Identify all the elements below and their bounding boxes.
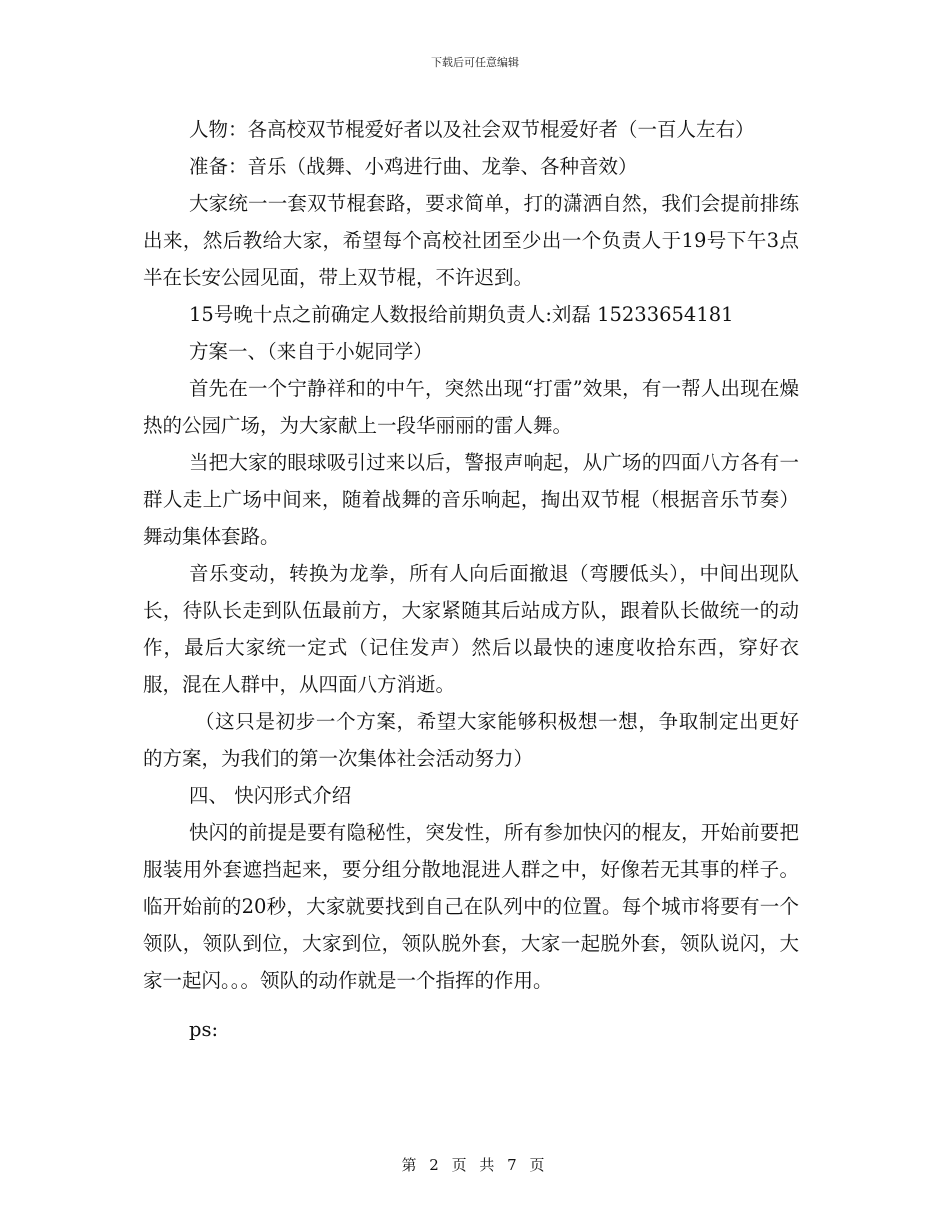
paragraph-ps: ps: xyxy=(189,1018,219,1041)
paragraph-routine: 大家统一一套双节棍套路，要求简单，打的潇洒自然，我们会提前排练出来，然后教给大家，希望每个高校社团至少出一个负责人于19号下午3点半在长安公园见面，带上双节棍，不许迟到。 xyxy=(143,192,799,289)
paragraph-plan-note: （这只是初步一个方案，希望大家能够积极想一想，争取制定出更好的方案，为我们的第一次集体社会活动努力） xyxy=(143,710,799,770)
paragraph-flashmob-intro: 快闪的前提是要有隐秘性，突发性，所有参加快闪的棍友，开始前要把服装用外套遮挡起来，要分组分散地混进人群之中，好像若无其事的样子。临开始前的20秒，大家就要找到自己在队列中的位置。每个城市将要有一个领队，领队到位，大家到位，领队脱外套，大家一起脱外套，领队说闪，大家一起闪。。。领队的动作就是一个指挥的作用。 xyxy=(143,821,799,992)
section-heading-flashmob: 四、 快闪形式介绍 xyxy=(189,784,352,807)
paragraph-deadline: 15号晚十点之前确定人数报给前期负责人:刘磊 15233654181 xyxy=(189,303,734,326)
document-body xyxy=(143,111,799,1048)
paragraph-plan-one-dragon: 音乐变动，转换为龙拳，所有人向后面撤退（弯腰低头），中间出现队长，待队长走到队伍最前方，大家紧随其后站成方队，跟着队长做统一的动作，最后大家统一定式（记住发声）然后以最快的速度收拾东西，穿好衣服，混在人群中，从四面八方消逝。 xyxy=(143,562,799,696)
paragraph-plan-one-title: 方案一、（来自于小妮同学） xyxy=(189,340,433,363)
paragraph-participants: 人物：各高校双节棍爱好者以及社会双节棍爱好者（一百人左右） xyxy=(189,118,755,141)
paragraph-plan-one-intro: 首先在一个宁静祥和的中午，突然出现“打雷”效果，有一帮人出现在燥热的公园广场，为大家献上一段华丽丽的雷人舞。 xyxy=(143,377,799,437)
paragraph-preparation: 准备：音乐（战舞、小鸡进行曲、龙拳、各种音效） xyxy=(189,155,638,178)
page-header: 下载后可任意编辑 xyxy=(431,56,519,69)
page-footer: 第 2 页 共 7 页 xyxy=(401,1156,549,1174)
paragraph-plan-one-gather: 当把大家的眼球吸引过来以后，警报声响起，从广场的四面八方各有一群人走上广场中间来，随着战舞的音乐响起，掏出双节棍（根据音乐节奏）舞动集体套路。 xyxy=(143,451,799,548)
